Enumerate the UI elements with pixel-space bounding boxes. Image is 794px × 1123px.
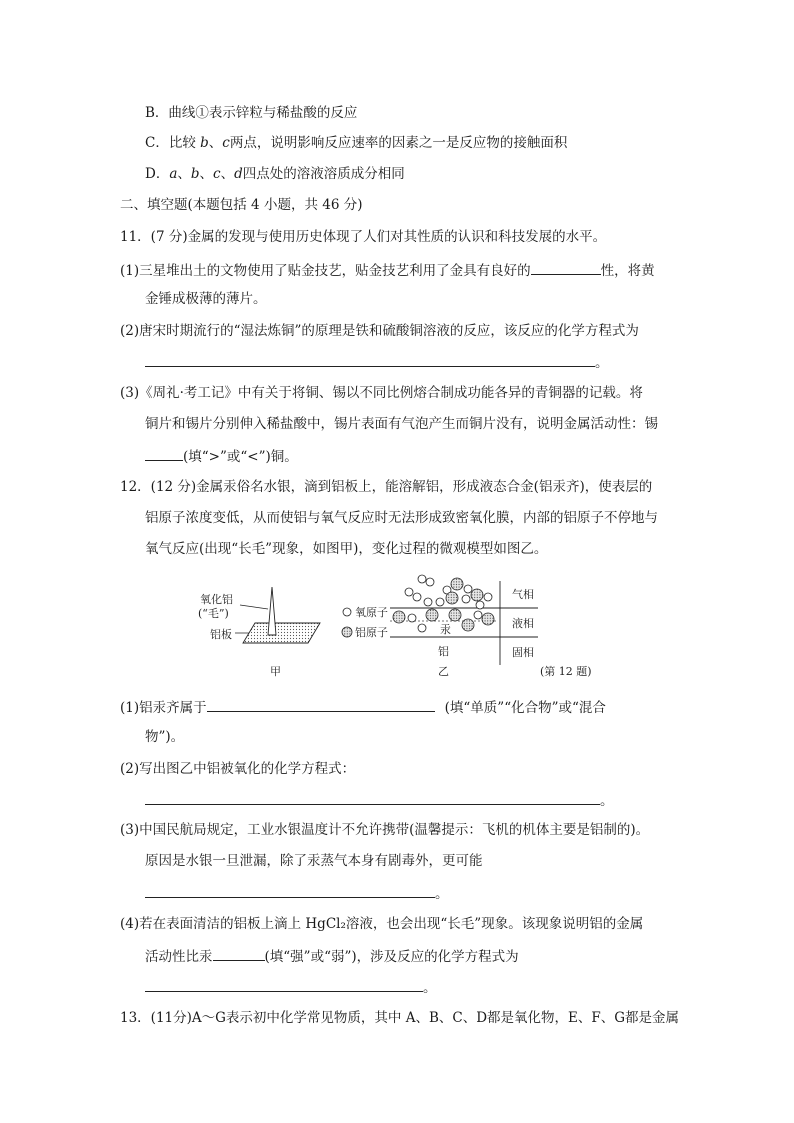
- oxygen-atom-legend: [343, 608, 351, 616]
- option-c: [145, 134, 567, 152]
- q12-part4-text: 活动性比汞: [145, 949, 213, 965]
- q11-part1-text: (1)三星堆出土的文物使用了贴金技艺，贴金技艺利用了金具有良好的: [120, 263, 531, 279]
- q11-part2: (2)唐宋时期流行的“湿法炼铜”的原理是铁和硫酸铜溶液的反应，该反应的化学方程式为: [120, 323, 639, 339]
- point-c: c: [222, 135, 230, 151]
- caption-jia: 甲: [270, 665, 281, 678]
- q12-stem-2: 铝原子浓度变低，从而使铝与氧气反应时无法形成致密氧化膜，内部的铝原子不停地与: [145, 510, 658, 526]
- q12-part2: (2)写出图乙中铝被氧化的化学方程式：: [120, 761, 356, 777]
- oxygen-atom: [424, 598, 432, 606]
- leader-line: [240, 605, 268, 609]
- period: 。: [435, 886, 449, 902]
- answer-blank[interactable]: [145, 883, 435, 898]
- q11-part1: [120, 260, 655, 280]
- q11-part1-cont: 金锤成极薄的薄片。: [145, 291, 267, 307]
- oxygen-atom: [464, 585, 472, 593]
- answer-blank[interactable]: [207, 697, 435, 712]
- oxygen-atom: [476, 601, 484, 609]
- option-d-prefix: D．: [145, 166, 170, 182]
- label-oxide-mao: (“毛”): [198, 607, 229, 620]
- point-d: d: [234, 166, 243, 182]
- q11-part3: (3)《周礼·考工记》中有关于将铜、锡以不同比例熔合制成功能各异的青铜器的记载。将: [120, 385, 643, 401]
- oxygen-atom: [408, 614, 416, 622]
- label-oxygen-atom: 氧原子: [355, 606, 388, 619]
- q13-stem: 13．(11分)A～G表示初中化学常见物质，其中 A、B、C、D都是氧化物，E、F、G都是金属: [120, 1010, 680, 1026]
- q12-figure: [190, 565, 610, 683]
- phase-gas: 气相: [512, 588, 534, 601]
- aluminum-atom-legend: [342, 627, 352, 637]
- oxygen-atom: [484, 593, 492, 601]
- oxygen-atom: [418, 624, 426, 632]
- oxide-whisker-shape: [268, 587, 276, 635]
- label-aluminum-atom: 铝原子: [355, 626, 388, 639]
- label-oxide: 氧化铝: [200, 593, 233, 606]
- label-aluminum: 铝: [438, 645, 449, 658]
- period: 。: [595, 355, 609, 371]
- option-c-prefix: C．比较: [145, 135, 201, 151]
- period: 。: [423, 980, 437, 996]
- q11-part3-cont: 铜片和锡片分别伸入稀盐酸中，锡片表面有气泡产生而铜片没有，说明金属活动性：锡: [145, 416, 658, 432]
- q12-part4-cont: [145, 946, 519, 966]
- answer-blank[interactable]: [213, 946, 265, 961]
- q11-part2-answer: [145, 352, 609, 372]
- point-a: a: [169, 166, 178, 182]
- answer-blank[interactable]: [531, 260, 601, 275]
- answer-blank[interactable]: [145, 352, 595, 367]
- oxygen-atom: [405, 588, 413, 596]
- oxygen-atom: [462, 595, 470, 603]
- label-mercury: 汞: [440, 623, 451, 636]
- aluminum-atom: [393, 611, 405, 623]
- oxygen-atom: [426, 578, 434, 586]
- aluminum-atom: [426, 609, 438, 621]
- oxygen-atom: [418, 575, 426, 583]
- q12-part4-answer: [145, 977, 437, 997]
- separator: 、: [199, 166, 214, 182]
- aluminum-atom: [462, 619, 474, 631]
- answer-blank[interactable]: [145, 446, 183, 461]
- point-b: b: [190, 166, 200, 182]
- q11-part3-answer: [145, 446, 298, 466]
- q12-stem-3: 氧气反应(出现“长毛”现象，如图甲)，变化过程的微观模型如图乙。: [145, 541, 548, 557]
- q11-stem: 11．(7 分)金属的发现与使用历史体现了人们对其性质的认识和科技发展的水平。: [120, 229, 607, 245]
- q12-part3: (3)中国民航局规定，工业水银温度计不允许携带(温馨提示：飞机的机体主要是铝制的)。: [120, 822, 650, 838]
- q12-part3-answer: [145, 883, 449, 903]
- phase-liquid: 液相: [512, 617, 534, 630]
- option-d-text: 四点处的溶液溶质成分相同: [242, 166, 405, 182]
- aluminum-atom: [446, 592, 458, 604]
- figure-svg: [190, 565, 610, 683]
- q12-stem-1: 12．(12 分)金属汞俗名水银，滴到铝板上，能溶解铝，形成液态合金(铝汞齐)，使表层的: [120, 479, 653, 495]
- separator: 、: [208, 135, 223, 151]
- answer-blank[interactable]: [145, 977, 423, 992]
- q11-part3-text: (填“>”或“<”)铜。: [183, 449, 298, 465]
- period: 。: [600, 793, 614, 809]
- q12-part1-text-after: (填“单质”“化合物”或“混合: [444, 700, 606, 716]
- option-b: B．曲线①表示锌粒与稀盐酸的反应: [145, 105, 358, 121]
- oxygen-atom: [474, 611, 482, 619]
- separator: 、: [177, 166, 191, 182]
- option-c-text: 两点，说明影响反应速率的因素之一是反应物的接触面积: [229, 135, 568, 151]
- q11-part1-text-after: 性，将黄: [600, 263, 655, 279]
- q12-part4: (4)若在表面清洁的铝板上滴上 HgCl₂溶液，也会出现“长毛”现象。该现象说明铝的金属: [120, 916, 644, 932]
- q12-part1-text: (1)铝汞齐属于: [120, 700, 207, 716]
- section-title: 二、填空题(本题包括 4 小题，共 46 分): [120, 197, 363, 213]
- q12-part1: [120, 697, 606, 717]
- q12-part3-cont: 原因是水银一旦泄漏，除了汞蒸气本身有剧毒外，更可能: [145, 853, 483, 869]
- phase-solid: 固相: [512, 646, 534, 659]
- aluminum-atom: [449, 609, 461, 621]
- oxygen-atom: [413, 593, 421, 601]
- aluminum-atom: [471, 589, 483, 601]
- label-plate: 铝板: [210, 628, 232, 641]
- q12-part2-answer: [145, 790, 614, 810]
- caption-yi: 乙: [438, 665, 449, 678]
- option-d: [145, 165, 405, 183]
- q12-part1-cont: 物”)。: [145, 729, 185, 745]
- oxygen-atom: [436, 598, 444, 606]
- point-b: b: [200, 135, 209, 151]
- aluminum-plate-shape: [243, 623, 320, 643]
- caption-question: (第 12 题): [540, 665, 592, 678]
- aluminum-atom: [451, 578, 463, 590]
- q12-part4-text-after: (填“强”或“弱”)，涉及反应的化学方程式为: [264, 949, 519, 965]
- aluminum-atom: [482, 613, 494, 625]
- separator: 、: [220, 166, 235, 182]
- point-c: c: [213, 166, 221, 182]
- answer-blank[interactable]: [145, 790, 600, 805]
